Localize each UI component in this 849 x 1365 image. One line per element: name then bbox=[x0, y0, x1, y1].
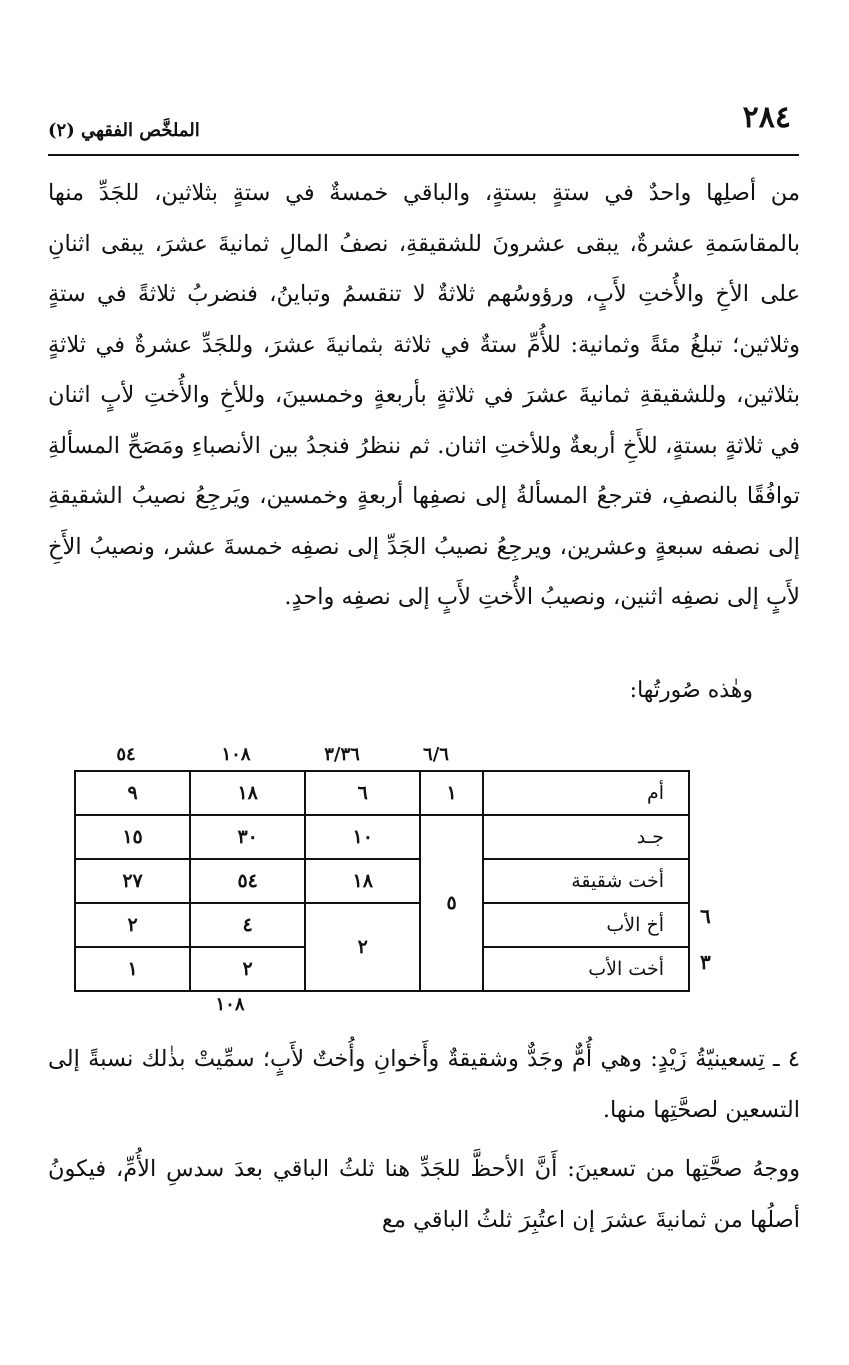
table-cell: ١ bbox=[420, 771, 483, 815]
table-cell: ٩ bbox=[75, 771, 190, 815]
body-paragraph-1: من أصلِها واحدٌ في ستةٍ بستةٍ، والباقي خمسةٌ في ستةٍ بثلاثين، للجَدِّ منها بالمقاسَمةِ عشرةٌ، يبقى عشرونَ للشقيقةِ، نصفُ المالِ ثمانيةَ عشرَ، يبقى اثنانِ على الأخِ والأُختِ لأَبٍ، ورؤوسُهم ثلاثةٌ لا تنقسمُ وتباينُ، فنضربُ ثلاثةً في ستةٍ وثلاثين؛ تبلغُ مئةً وثمانية: للأُمِّ ستةٌ في ثلاثة بثمانيةَ عشرَ، وللجَدِّ عشرةٌ في ثلاثةٍ بثلاثين، وللشقيقةِ ثمانيةَ عشرَ في ثلاثةٍ بأربعةٍ وخمسينَ، وللأخِ والأُختِ لأبٍ اثنان في ثلاثةٍ بستةٍ، للأَخِ أربعةٌ وللأختِ اثنان. ثم ننظرُ فنجدُ بين الأنصباءِ ومَصَحِّ المسألةِ توافُقًا بالنصفِ، فترجعُ المسألةُ إلى نصفِها أربعةٍ وخمسين، ويَرجِعُ نصيبُ الشقيقةِ إلى نصفه سبعةٍ وعشرين، ويرجِعُ نصيبُ الجَدِّ إلى نصفِه خمسةَ عشر، ونصيبُ الأَخِ لأَبٍ إلى نصفِه اثنين، ونصيبُ الأُختِ لأَبٍ إلى نصفِه واحدٍ. bbox=[48, 180, 800, 610]
table-row bbox=[75, 815, 689, 859]
table-row bbox=[75, 903, 689, 947]
table-cell: ٢ bbox=[190, 947, 305, 991]
column-top-label: ١٠٨ bbox=[221, 744, 251, 765]
table-cell: ٢٧ bbox=[75, 859, 190, 903]
table-cell: ١٠ bbox=[305, 815, 420, 859]
table-cell: ١٥ bbox=[75, 815, 190, 859]
column-top-label: ٣/٣٦ bbox=[324, 744, 360, 765]
table-cell: ١٨ bbox=[305, 859, 420, 903]
heir-label: جـد bbox=[483, 815, 689, 859]
column-top-label: ٥٤ bbox=[116, 744, 136, 765]
table-cell-merged: ٢ bbox=[305, 903, 420, 991]
table-intro: وهٰذه صُورتُها: bbox=[629, 678, 753, 703]
table-cell: ٢ bbox=[75, 903, 190, 947]
table-cell: ٤ bbox=[190, 903, 305, 947]
table-cell: ٥٤ bbox=[190, 859, 305, 903]
heir-label: أخت شقيقة bbox=[483, 859, 689, 903]
column-top-label: ٦/٦ bbox=[423, 744, 449, 765]
table-cell: ٣٠ bbox=[190, 815, 305, 859]
heir-label: أخت الأب bbox=[483, 947, 689, 991]
running-header-title: الملخَّص الفقهي (٢) bbox=[48, 120, 200, 141]
table-cell: ٦ bbox=[305, 771, 420, 815]
heir-label: أم bbox=[483, 771, 689, 815]
body-paragraph-3: ووجهُ صحَّتِها من تسعينَ: أَنَّ الأحظَّ للجَدِّ هنا ثلثُ الباقي بعدَ سدسِ الأُمِّ، فيكونُ أصلُها من ثمانيةَ عشرَ إن اعتُبِرَ ثلثُ الباقي مع bbox=[48, 1156, 800, 1233]
table-row bbox=[75, 859, 689, 903]
side-number: ٦ bbox=[700, 904, 711, 928]
table-bottom-label: ١٠٨ bbox=[215, 994, 245, 1015]
table-cell: ١٨ bbox=[190, 771, 305, 815]
inheritance-table bbox=[74, 770, 690, 992]
heir-label: أخ الأب bbox=[483, 903, 689, 947]
table-cell-merged: ٥ bbox=[420, 815, 483, 991]
table-cell: ١ bbox=[75, 947, 190, 991]
table-row bbox=[75, 771, 689, 815]
header-rule bbox=[48, 154, 799, 156]
body-paragraph-2: ٤ ـ تِسعينيّةُ زَيْدٍ: وهي أُمٌّ وجَدٌّ وشقيقةٌ وأَخوانِ وأُختٌ لأَبٍ؛ سمِّيتْ بذٰلك نسبةً إلى التسعين لصحَّتِها منها. bbox=[48, 1046, 800, 1123]
side-number: ٣ bbox=[700, 950, 711, 974]
page-number: ٢٨٤ bbox=[742, 100, 791, 135]
